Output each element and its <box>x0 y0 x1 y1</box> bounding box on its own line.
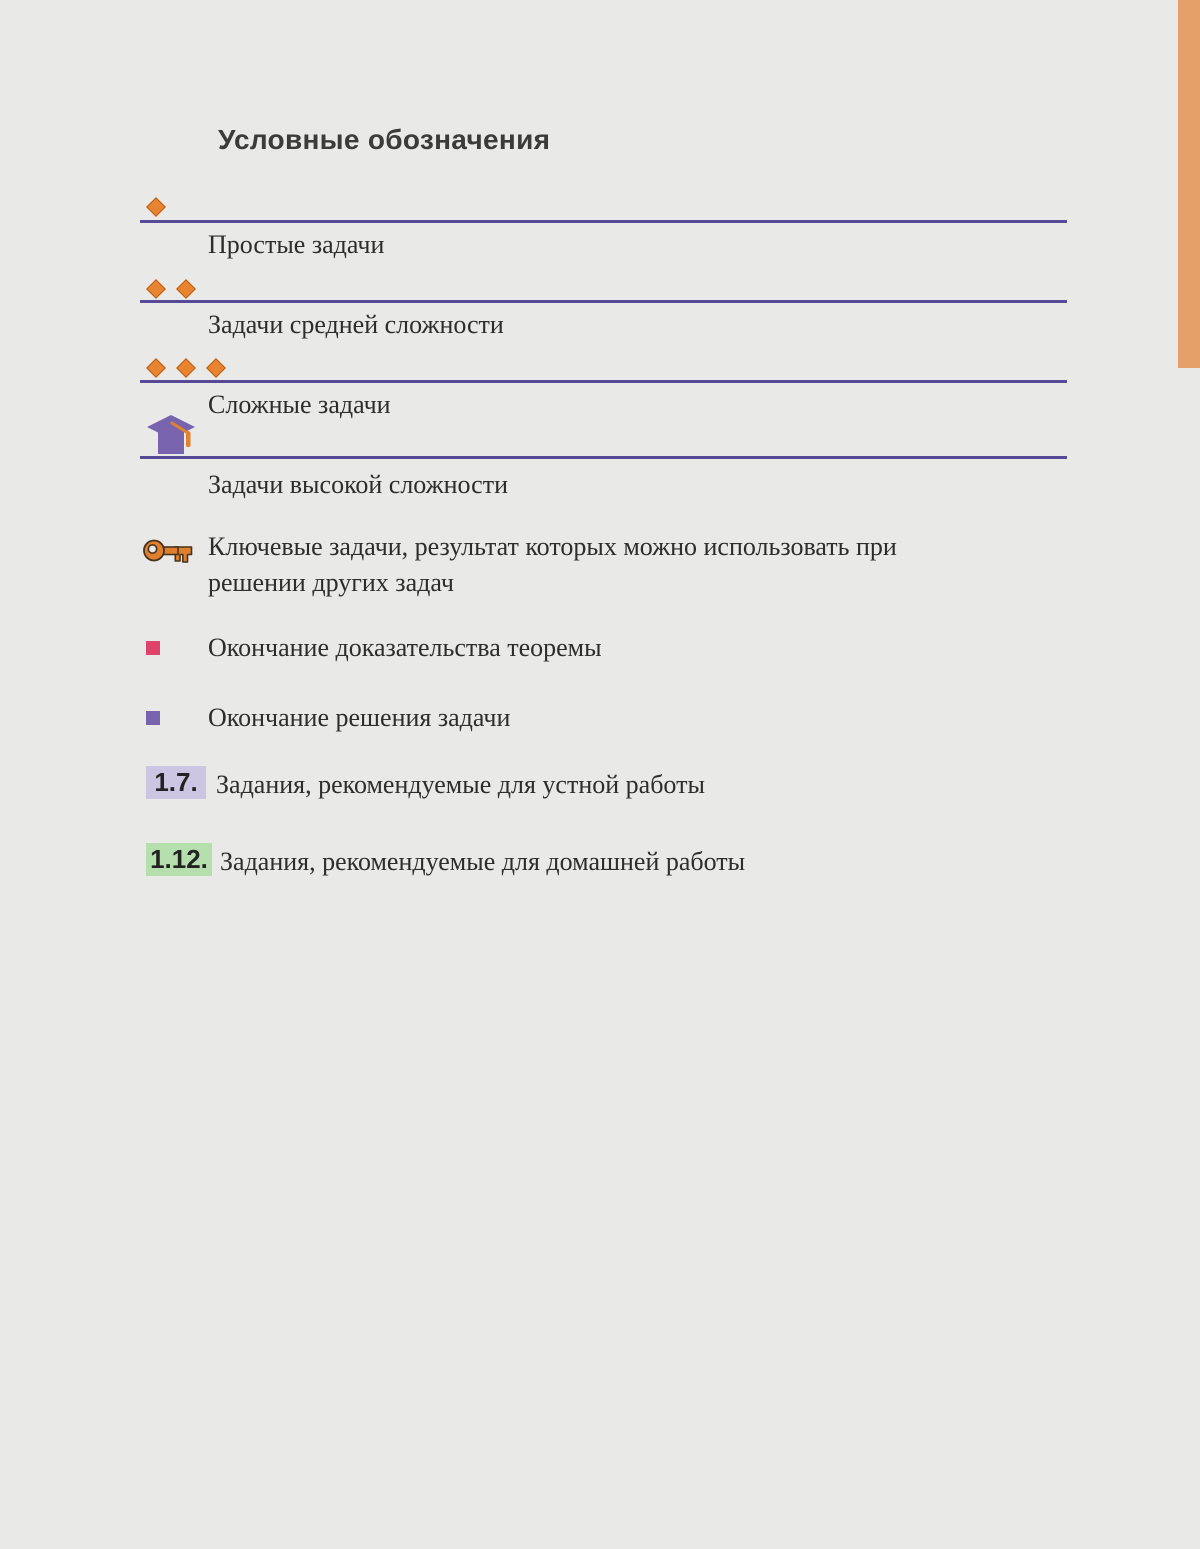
legend-label-oral-work: Задания, рекомендуемые для устной работы <box>216 770 705 799</box>
legend-label-simple: Простые задачи <box>208 230 385 259</box>
difficulty-diamond-icon <box>146 358 166 378</box>
rule-line <box>140 300 1067 303</box>
pink-square-icon <box>146 641 160 655</box>
legend-label-home-work: Задания, рекомендуемые для домашней работы <box>220 847 746 876</box>
legend-label-hard: Сложные задачи <box>208 390 391 419</box>
purple-square-icon <box>146 711 160 725</box>
difficulty-diamond-icon <box>146 197 166 217</box>
legend-label-end-proof: Окончание доказательства теоремы <box>208 633 602 662</box>
legend-label-key-tasks: Ключевые задачи, результат которых можно использовать при решении других задач <box>208 532 897 597</box>
legend-label-end-solution: Окончание решения задачи <box>208 703 511 732</box>
lavender-number-badge: 1.7. <box>146 766 206 799</box>
legend-label-medium: Задачи средней сложности <box>208 310 504 339</box>
graduation-cap-icon <box>145 414 197 458</box>
legend-label-very-hard: Задачи высокой сложности <box>208 470 509 499</box>
key-icon <box>142 536 194 566</box>
difficulty-diamond-icon <box>176 279 196 299</box>
rule-line <box>140 380 1067 383</box>
rule-line <box>140 220 1067 223</box>
green-number-badge: 1.12. <box>146 843 212 876</box>
page-edge-accent-bar <box>1178 0 1200 368</box>
difficulty-diamond-icon <box>206 358 226 378</box>
rule-line <box>140 456 1067 459</box>
difficulty-diamond-icon <box>176 358 196 378</box>
difficulty-diamond-icon <box>146 279 166 299</box>
page-title: Условные обозначения <box>218 124 551 155</box>
